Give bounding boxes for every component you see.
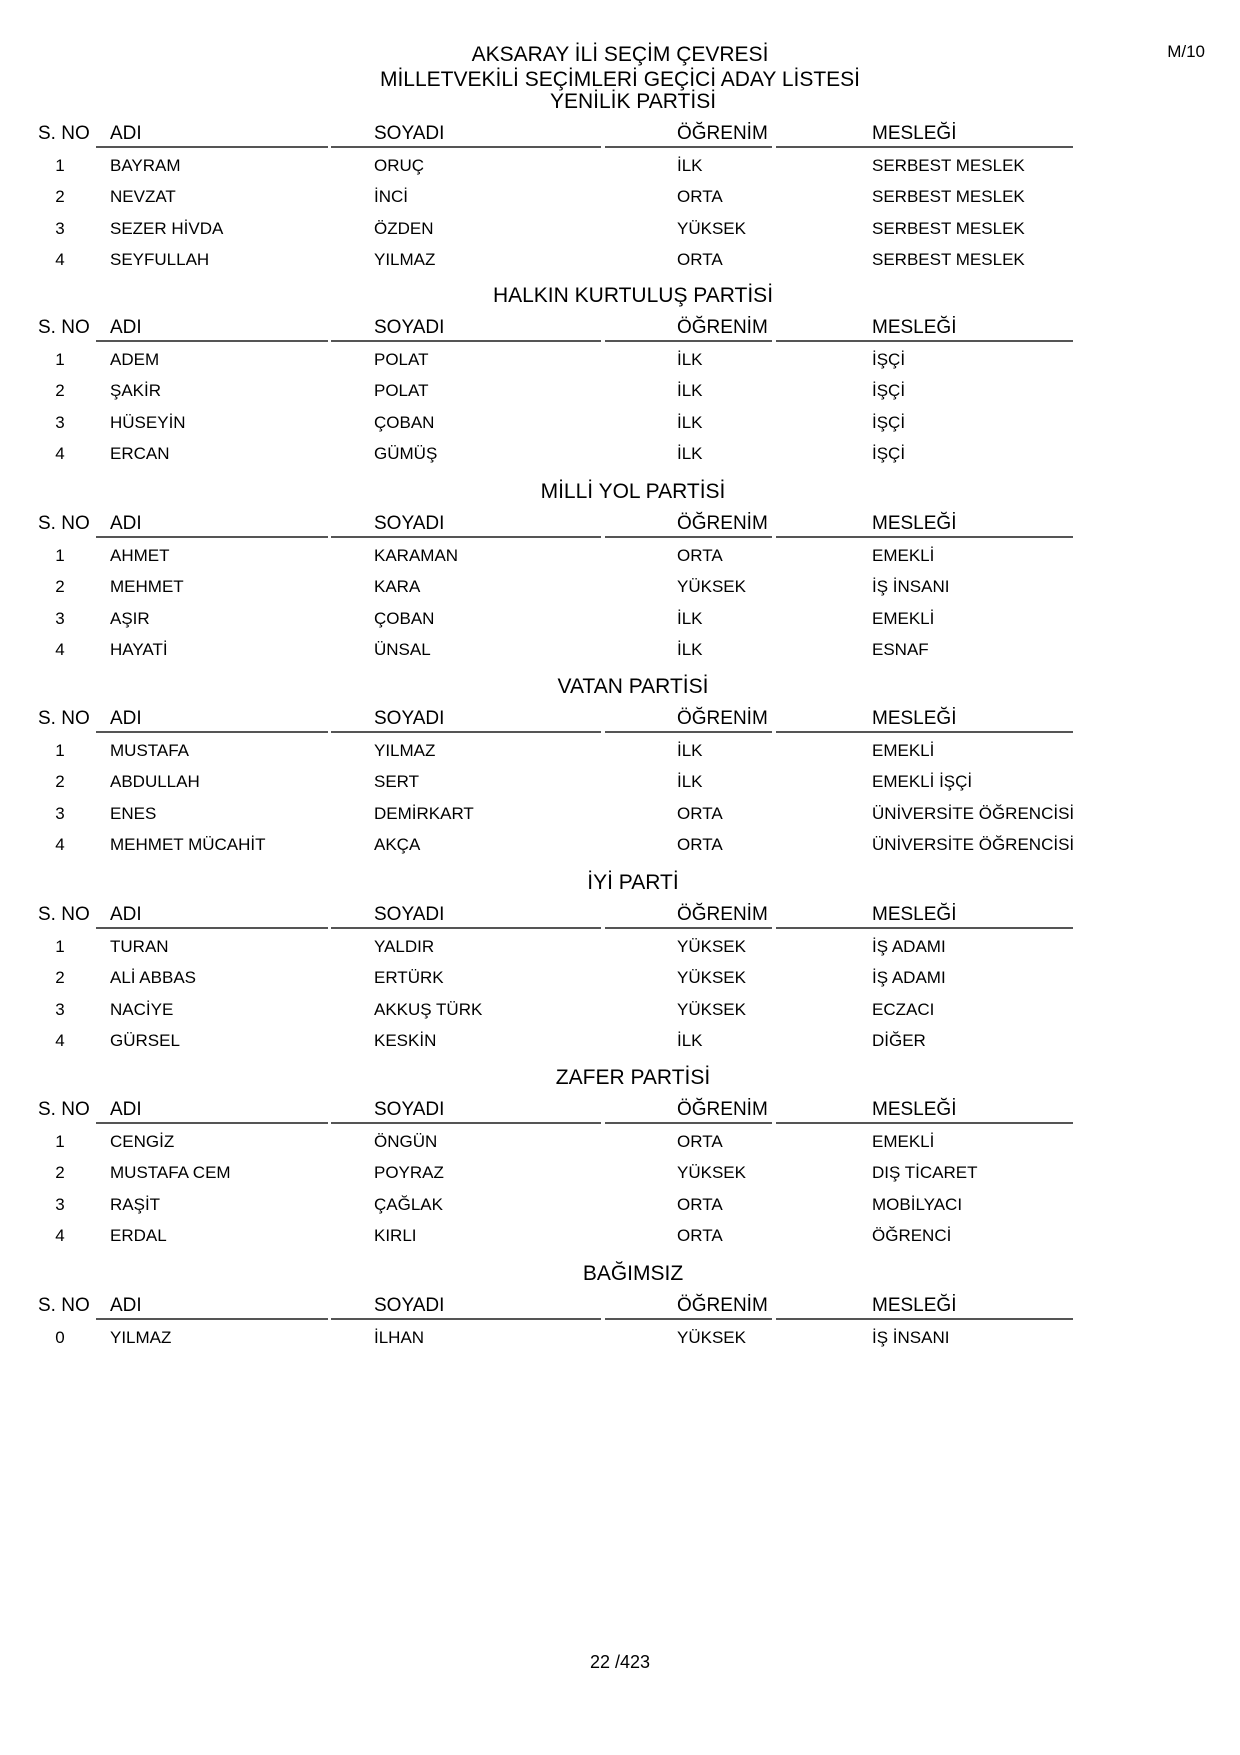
cell-name: ERCAN: [110, 443, 170, 463]
cell-education: YÜKSEK: [677, 937, 746, 956]
col-surname-header: SOYADI: [374, 1295, 445, 1316]
col-name-header: ADI: [110, 904, 142, 925]
cell-surname: İNCİ: [374, 187, 408, 207]
table-row: [38, 1123, 1202, 1154]
cell-name: ENES: [110, 803, 157, 823]
cell-education: YÜKSEK: [677, 1163, 746, 1183]
cell-name: ŞAKİR: [110, 381, 162, 401]
cell-profession: SERBEST MESLEK: [872, 249, 1025, 269]
cell-no: 2: [55, 187, 65, 207]
table-row: [38, 435, 1202, 466]
cell-no: 4: [55, 639, 65, 659]
table-row: [38, 631, 1202, 662]
cell-surname: POLAT: [374, 381, 429, 401]
table-row: [38, 1186, 1202, 1217]
cell-profession: ÜNİVERSİTE ÖĞRENCİSİ: [872, 803, 1075, 823]
cell-profession: DIŞ TİCARET: [872, 1163, 978, 1183]
cell-no: 2: [55, 1163, 65, 1183]
party-title: MİLLİ YOL PARTİSİ: [540, 480, 726, 503]
table-row: [38, 1022, 1202, 1053]
cell-education: ORTA: [677, 1132, 723, 1151]
cell-name: HÜSEYİN: [110, 412, 186, 432]
cell-surname: ÖZDEN: [374, 218, 434, 238]
cell-surname: DEMİRKART: [374, 803, 474, 823]
cell-profession: MOBİLYACI: [872, 1194, 963, 1214]
cell-surname: AKKUŞ TÜRK: [374, 999, 483, 1019]
cell-profession: İŞ ADAMI: [872, 968, 946, 988]
party-section: [38, 1259, 1202, 1350]
cell-profession: DİĞER: [872, 1030, 926, 1050]
cell-education: ORTA: [677, 1194, 723, 1214]
cell-profession: SERBEST MESLEK: [872, 187, 1025, 207]
cell-name: MEHMET: [110, 577, 184, 597]
page-number: 22 /423: [589, 1652, 651, 1672]
col-surname-header: SOYADI: [374, 513, 445, 534]
title-line-2: MİLLETVEKİLİ SEÇİMLERİ GEÇİCİ ADAY LİSTESİ: [379, 68, 861, 91]
cell-surname: KIRLI: [374, 1225, 417, 1245]
cell-profession: EMEKLİ İŞÇİ: [872, 772, 973, 792]
col-name-header: ADI: [110, 1295, 142, 1316]
cell-no: 1: [55, 156, 65, 175]
cell-profession: EMEKLİ: [872, 741, 935, 760]
cell-name: BAYRAM: [110, 156, 181, 175]
cell-profession: İŞ ADAMI: [872, 937, 946, 956]
cell-name: MUSTAFA: [110, 741, 190, 760]
cell-profession: SERBEST MESLEK: [872, 156, 1025, 175]
cell-education: YÜKSEK: [677, 218, 746, 238]
col-name-header: ADI: [110, 1099, 142, 1120]
cell-no: 4: [55, 1225, 65, 1245]
cell-name: NACİYE: [110, 999, 174, 1019]
cell-name: TURAN: [110, 937, 169, 956]
table-row: [38, 959, 1202, 990]
cell-education: YÜKSEK: [677, 968, 746, 988]
cell-surname: ERTÜRK: [374, 968, 444, 988]
cell-no: 2: [55, 772, 65, 792]
col-no-header: S. NO: [38, 317, 90, 338]
cell-no: 1: [55, 1132, 65, 1151]
cell-name: SEZER HİVDA: [110, 218, 224, 238]
cell-name: MUSTAFA CEM: [110, 1163, 231, 1183]
table-header: [38, 507, 1202, 537]
cell-name: NEVZAT: [110, 187, 176, 207]
table-row: [38, 1154, 1202, 1185]
table-row: [38, 178, 1202, 209]
document-code: M/10: [1167, 42, 1205, 61]
col-no-header: S. NO: [38, 513, 90, 534]
cell-profession: ESNAF: [872, 639, 929, 659]
cell-surname: GÜMÜŞ: [374, 443, 438, 463]
cell-profession: SERBEST MESLEK: [872, 218, 1025, 238]
cell-education: İLK: [677, 741, 703, 760]
col-profession-header: MESLEĞİ: [872, 1295, 957, 1316]
table-row: [38, 732, 1202, 763]
cell-education: İLK: [677, 381, 703, 401]
col-no-header: S. NO: [38, 1295, 90, 1316]
party-title: YENİLİK PARTİSİ: [549, 90, 717, 113]
cell-no: 2: [55, 577, 65, 597]
cell-education: İLK: [677, 608, 703, 628]
cell-profession: EMEKLİ: [872, 1132, 935, 1151]
cell-education: ORTA: [677, 1225, 723, 1245]
col-name-header: ADI: [110, 513, 142, 534]
col-profession-header: MESLEĞİ: [872, 513, 957, 534]
cell-surname: ÇOBAN: [374, 412, 435, 432]
table-row: [38, 991, 1202, 1022]
cell-profession: İŞ İNSANI: [872, 1328, 950, 1347]
table-header: [38, 1093, 1202, 1123]
cell-profession: İŞ İNSANI: [872, 577, 950, 597]
table-row: [38, 928, 1202, 959]
table-header: [38, 311, 1202, 341]
col-education-header: ÖĞRENİM: [677, 904, 768, 925]
col-profession-header: MESLEĞİ: [872, 317, 957, 338]
cell-surname: SERT: [374, 772, 420, 792]
cell-no: 0: [55, 1328, 65, 1347]
col-profession-header: MESLEĞİ: [872, 904, 957, 925]
table-row: [38, 241, 1202, 272]
cell-name: HAYATİ: [110, 639, 168, 659]
col-profession-header: MESLEĞİ: [872, 123, 957, 144]
party-title: VATAN PARTİSİ: [557, 675, 709, 698]
cell-profession: İŞÇİ: [872, 412, 906, 432]
col-education-header: ÖĞRENİM: [677, 1099, 768, 1120]
cell-name: ALİ ABBAS: [110, 968, 196, 988]
table-row: [38, 210, 1202, 241]
document-title: [0, 42, 1240, 92]
cell-no: 4: [55, 834, 65, 854]
table-row: [38, 600, 1202, 631]
cell-surname: ÇAĞLAK: [374, 1194, 443, 1214]
col-profession-header: MESLEĞİ: [872, 1099, 957, 1120]
cell-surname: YALDIR: [374, 937, 435, 956]
cell-surname: ÖNGÜN: [374, 1132, 438, 1151]
cell-no: 3: [55, 218, 65, 238]
cell-name: YILMAZ: [110, 1328, 172, 1347]
cell-no: 1: [55, 937, 65, 956]
cell-name: AHMET: [110, 546, 170, 565]
cell-education: YÜKSEK: [677, 1328, 746, 1347]
table-row: [38, 568, 1202, 599]
col-education-header: ÖĞRENİM: [677, 513, 768, 534]
party-section: [38, 868, 1202, 1053]
cell-profession: İŞÇİ: [872, 350, 906, 369]
table-header: [38, 898, 1202, 928]
cell-profession: ÜNİVERSİTE ÖĞRENCİSİ: [872, 834, 1075, 854]
party-section: [38, 87, 1202, 272]
table-row: [38, 537, 1202, 568]
col-name-header: ADI: [110, 708, 142, 729]
col-no-header: S. NO: [38, 123, 90, 144]
cell-education: İLK: [677, 443, 703, 463]
table-row: [38, 826, 1202, 857]
cell-education: İLK: [677, 639, 703, 659]
cell-profession: İŞÇİ: [872, 443, 906, 463]
cell-no: 2: [55, 968, 65, 988]
cell-no: 3: [55, 1194, 65, 1214]
table-row: [38, 341, 1202, 372]
cell-surname: KARAMAN: [374, 546, 459, 565]
party-title: İYİ PARTİ: [587, 871, 679, 894]
col-no-header: S. NO: [38, 708, 90, 729]
cell-no: 2: [55, 381, 65, 401]
cell-surname: KESKİN: [374, 1030, 437, 1050]
table-row: [38, 404, 1202, 435]
cell-name: ABDULLAH: [110, 772, 200, 792]
col-surname-header: SOYADI: [374, 904, 445, 925]
col-no-header: S. NO: [38, 904, 90, 925]
col-education-header: ÖĞRENİM: [677, 317, 768, 338]
party-title: ZAFER PARTİSİ: [555, 1066, 711, 1089]
cell-education: İLK: [677, 350, 703, 369]
cell-no: 3: [55, 412, 65, 432]
cell-surname: YILMAZ: [374, 249, 436, 269]
cell-profession: ÖĞRENCİ: [872, 1225, 952, 1245]
cell-profession: EMEKLİ: [872, 608, 935, 628]
cell-name: CENGİZ: [110, 1132, 175, 1151]
table-header: [38, 1289, 1202, 1319]
party-section: [38, 477, 1202, 662]
col-surname-header: SOYADI: [374, 317, 445, 338]
cell-no: 1: [55, 546, 65, 565]
party-section: [38, 281, 1202, 466]
table-row: [38, 147, 1202, 178]
party-title: BAĞIMSIZ: [582, 1262, 684, 1285]
table-row: [38, 372, 1202, 403]
col-education-header: ÖĞRENİM: [677, 1295, 768, 1316]
cell-no: 4: [55, 1030, 65, 1050]
cell-surname: İLHAN: [374, 1328, 425, 1347]
col-surname-header: SOYADI: [374, 708, 445, 729]
cell-education: İLK: [677, 156, 703, 175]
cell-name: MEHMET MÜCAHİT: [110, 834, 266, 854]
cell-education: ORTA: [677, 249, 723, 269]
cell-education: YÜKSEK: [677, 999, 746, 1019]
col-surname-header: SOYADI: [374, 123, 445, 144]
party-section: [38, 1063, 1202, 1248]
cell-name: RAŞİT: [110, 1194, 161, 1214]
col-no-header: S. NO: [38, 1099, 90, 1120]
cell-surname: ÜNSAL: [374, 639, 431, 659]
cell-name: SEYFULLAH: [110, 249, 210, 269]
cell-profession: İŞÇİ: [872, 381, 906, 401]
cell-name: ERDAL: [110, 1225, 167, 1245]
cell-surname: AKÇA: [374, 834, 421, 854]
cell-education: İLK: [677, 1030, 703, 1050]
table-header: [38, 117, 1202, 147]
table-row: [38, 795, 1202, 826]
col-education-header: ÖĞRENİM: [677, 123, 768, 144]
col-name-header: ADI: [110, 317, 142, 338]
table-header: [38, 702, 1202, 732]
cell-name: ADEM: [110, 350, 160, 369]
cell-surname: POLAT: [374, 350, 429, 369]
cell-education: İLK: [677, 412, 703, 432]
cell-surname: YILMAZ: [374, 741, 436, 760]
cell-education: ORTA: [677, 546, 723, 565]
cell-no: 3: [55, 803, 65, 823]
cell-education: ORTA: [677, 834, 723, 854]
party-title: HALKIN KURTULUŞ PARTİSİ: [492, 284, 774, 307]
cell-education: İLK: [677, 772, 703, 792]
cell-surname: KARA: [374, 577, 421, 597]
col-profession-header: MESLEĞİ: [872, 708, 957, 729]
cell-no: 3: [55, 999, 65, 1019]
cell-no: 1: [55, 741, 65, 760]
cell-no: 4: [55, 249, 65, 269]
cell-education: ORTA: [677, 803, 723, 823]
cell-profession: EMEKLİ: [872, 546, 935, 565]
cell-name: GÜRSEL: [110, 1030, 180, 1050]
table-row: [38, 1319, 1202, 1350]
col-education-header: ÖĞRENİM: [677, 708, 768, 729]
cell-education: ORTA: [677, 187, 723, 207]
cell-no: 1: [55, 350, 65, 369]
col-surname-header: SOYADI: [374, 1099, 445, 1120]
cell-name: AŞIR: [110, 608, 150, 628]
cell-profession: ECZACI: [872, 999, 935, 1019]
party-section: [38, 672, 1202, 857]
cell-surname: POYRAZ: [374, 1163, 444, 1183]
cell-no: 4: [55, 443, 65, 463]
table-row: [38, 1217, 1202, 1248]
title-line-1: AKSARAY İLİ SEÇİM ÇEVRESİ: [471, 43, 769, 66]
cell-surname: ORUÇ: [374, 156, 425, 175]
table-row: [38, 763, 1202, 794]
cell-education: YÜKSEK: [677, 577, 746, 597]
col-name-header: ADI: [110, 123, 142, 144]
cell-no: 3: [55, 608, 65, 628]
cell-surname: ÇOBAN: [374, 608, 435, 628]
